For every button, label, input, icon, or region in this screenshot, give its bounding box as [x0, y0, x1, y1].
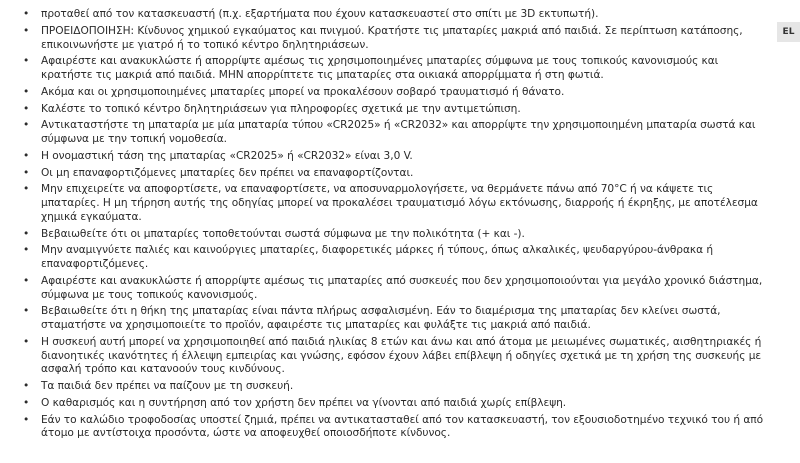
list-item: • Αφαιρέστε και ανακυκλώστε ή απορρίψτε αμέσως τις μπαταρίες από συσκευές που δεν χρησιμοποιούνται για μεγάλο χρονικό διάστημα, σύμφωνα με τους τοπικούς κανονισμούς. [19, 275, 770, 302]
list-item: • Η ονομαστική τάση της μπαταρίας «CR2025» ή «CR2032» είναι 3,0 V. [19, 150, 770, 164]
list-item: • Ο καθαρισμός και η συντήρηση από τον χρήστη δεν πρέπει να γίνονται από παιδιά χωρίς επίβλεψη. [19, 397, 770, 411]
list-item: • προταθεί από τον κατασκευαστή (π.χ. εξαρτήματα που έχουν κατασκευαστεί στο σπίτι με 3D εκτυπωτή). [19, 8, 770, 22]
list-item: • Ακόμα και οι χρησιμοποιημένες μπαταρίες μπορεί να προκαλέσουν σοβαρό τραυματισμό ή θάνατο. [19, 86, 770, 100]
list-item: • Μην επιχειρείτε να αποφορτίσετε, να επαναφορτίσετε, να αποσυναρμολογήσετε, να θερμάνετε πάνω από 70°C ή να κάψετε τις μπαταρίες. Η μη τήρηση αυτής της οδηγίας μπορεί να προκαλέσει τραυματισμό λόγω εκτόνωσης, διαρροής ή έκρηξης, με αποτέλεσμα χημικά εγκαύματα. [19, 183, 770, 224]
language-tab: EL [777, 22, 800, 42]
list-item: • Βεβαιωθείτε ότι οι μπαταρίες τοποθετούνται σωστά σύμφωνα με την πολικότητα (+ και -). [19, 228, 770, 242]
list-item: • ΠΡΟΕΙΔΟΠΟΙΗΣΗ: Κίνδυνος χημικού εγκαύματος και πνιγμού. Κρατήστε τις μπαταρίες μακριά από παιδιά. Σε περίπτωση κατάποσης, επικοινωνήστε με γιατρό ή το τοπικό κέντρο δηλητηριάσεων. [19, 25, 770, 52]
list-item: • Η συσκευή αυτή μπορεί να χρησιμοποιηθεί από παιδιά ηλικίας 8 ετών και άνω και από άτομα με μειωμένες σωματικές, αισθητηριακές ή διανοητικές ικανότητες ή έλλειψη εμπειρίας και γνώσης, εφόσον έχουν λάβει επίβλεψη ή οδηγίες σχετικά με τη χρήση της συσκευής με ασφαλή τρόπο και κατανοούν τους κινδύνους. [19, 336, 770, 377]
list-item: • Οι μη επαναφορτιζόμενες μπαταρίες δεν πρέπει να επαναφορτίζονται. [19, 167, 770, 181]
list-item: • Καλέστε το τοπικό κέντρο δηλητηριάσεων για πληροφορίες σχετικά με την αντιμετώπιση. [19, 103, 770, 117]
list-item: • Τα παιδιά δεν πρέπει να παίζουν με τη συσκευή. [19, 380, 770, 394]
list-item: • Αντικαταστήστε τη μπαταρία με μία μπαταρία τύπου «CR2025» ή «CR2032» και απορρίψτε την χρησιμοποιημένη μπαταρία σωστά και σύμφωνα με την τοπική νομοθεσία. [19, 119, 770, 146]
safety-instructions [0, 8, 770, 444]
bullet-list [0, 8, 770, 441]
list-item: • Αφαιρέστε και ανακυκλώστε ή απορρίψτε αμέσως τις χρησιμοποιημένες μπαταρίες σύμφωνα με τους τοπικούς κανονισμούς και κρατήστε τις μακριά από παιδιά. ΜΗΝ απορρίπτετε τις μπαταρίες στα οικιακά απορρίμματα ή στη φωτιά. [19, 55, 770, 82]
list-item: • Μην αναμιγνύετε παλιές και καινούργιες μπαταρίες, διαφορετικές μάρκες ή τύπους, όπως αλκαλικές, ψευδαργύρου-άνθρακα ή επαναφορτιζόμενες. [19, 244, 770, 271]
list-item: • Βεβαιωθείτε ότι η θήκη της μπαταρίας είναι πάντα πλήρως ασφαλισμένη. Εάν το διαμέρισμα της μπαταρίας δεν κλείνει σωστά, σταματήστε να χρησιμοποιείτε το προϊόν, αφαιρέστε τις μπαταρίες και φυλάξτε τις μακριά από παιδιά. [19, 305, 770, 332]
list-item: • Εάν το καλώδιο τροφοδοσίας υποστεί ζημιά, πρέπει να αντικατασταθεί από τον κατασκευαστή, τον εξουσιοδοτημένο τεχνικό του ή από άτομο με αντίστοιχα προσόντα, ώστε να αποφευχθεί οποιοσδήποτε κίνδυνος. [19, 414, 770, 441]
